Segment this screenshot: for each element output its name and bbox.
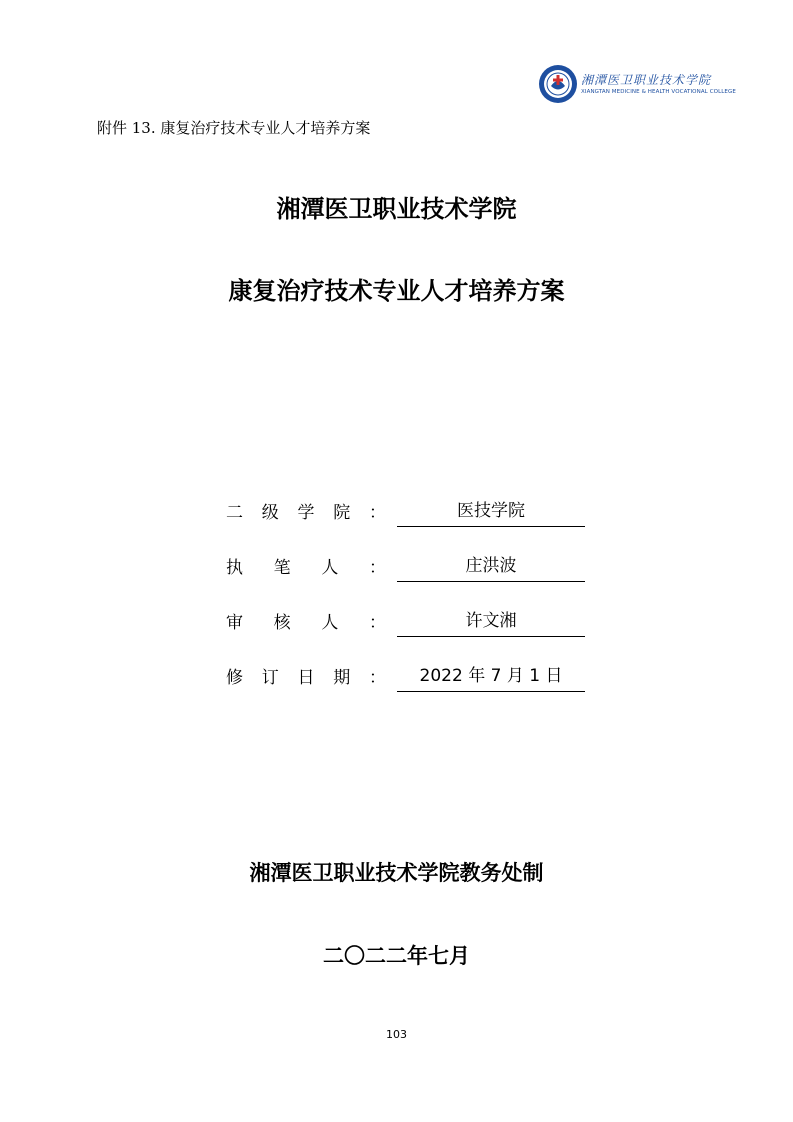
page-number: 103: [386, 1028, 407, 1041]
field-value: 许文湘: [397, 606, 585, 637]
field-label: 审 核 人 ：: [226, 613, 386, 633]
field-row-revision-date: [226, 655, 586, 710]
school-title: 湘潭医卫职业技术学院: [276, 195, 517, 223]
field-value: 庄洪波: [397, 551, 585, 582]
issue-date: 二〇二二年七月: [323, 944, 470, 968]
field-label: 执 笔 人 ：: [226, 558, 386, 578]
field-value: 医技学院: [397, 496, 585, 527]
issuer-line: 湘潭医卫职业技术学院教务处制: [249, 861, 544, 885]
college-emblem-icon: [538, 64, 578, 104]
field-row-department: [226, 490, 586, 545]
field-value: 2022 年 7 月 1 日: [397, 661, 585, 692]
field-row-author: [226, 545, 586, 600]
field-label: 修 订 日 期 ：: [226, 668, 386, 688]
college-logo: [538, 64, 736, 106]
field-label: 二 级 学 院 ：: [226, 503, 386, 523]
plan-title: 康复治疗技术专业人才培养方案: [228, 277, 565, 305]
field-row-reviewer: [226, 600, 586, 655]
logo-english-name: XIANGTAN MEDICINE & HEALTH VOCATIONAL COLLEGE: [581, 89, 736, 95]
logo-chinese-name: 湘潭医卫职业技术学院: [581, 73, 712, 87]
attachment-heading: 附件 13. 康复治疗技术专业人才培养方案: [97, 119, 371, 137]
cover-info-table: [226, 490, 586, 710]
